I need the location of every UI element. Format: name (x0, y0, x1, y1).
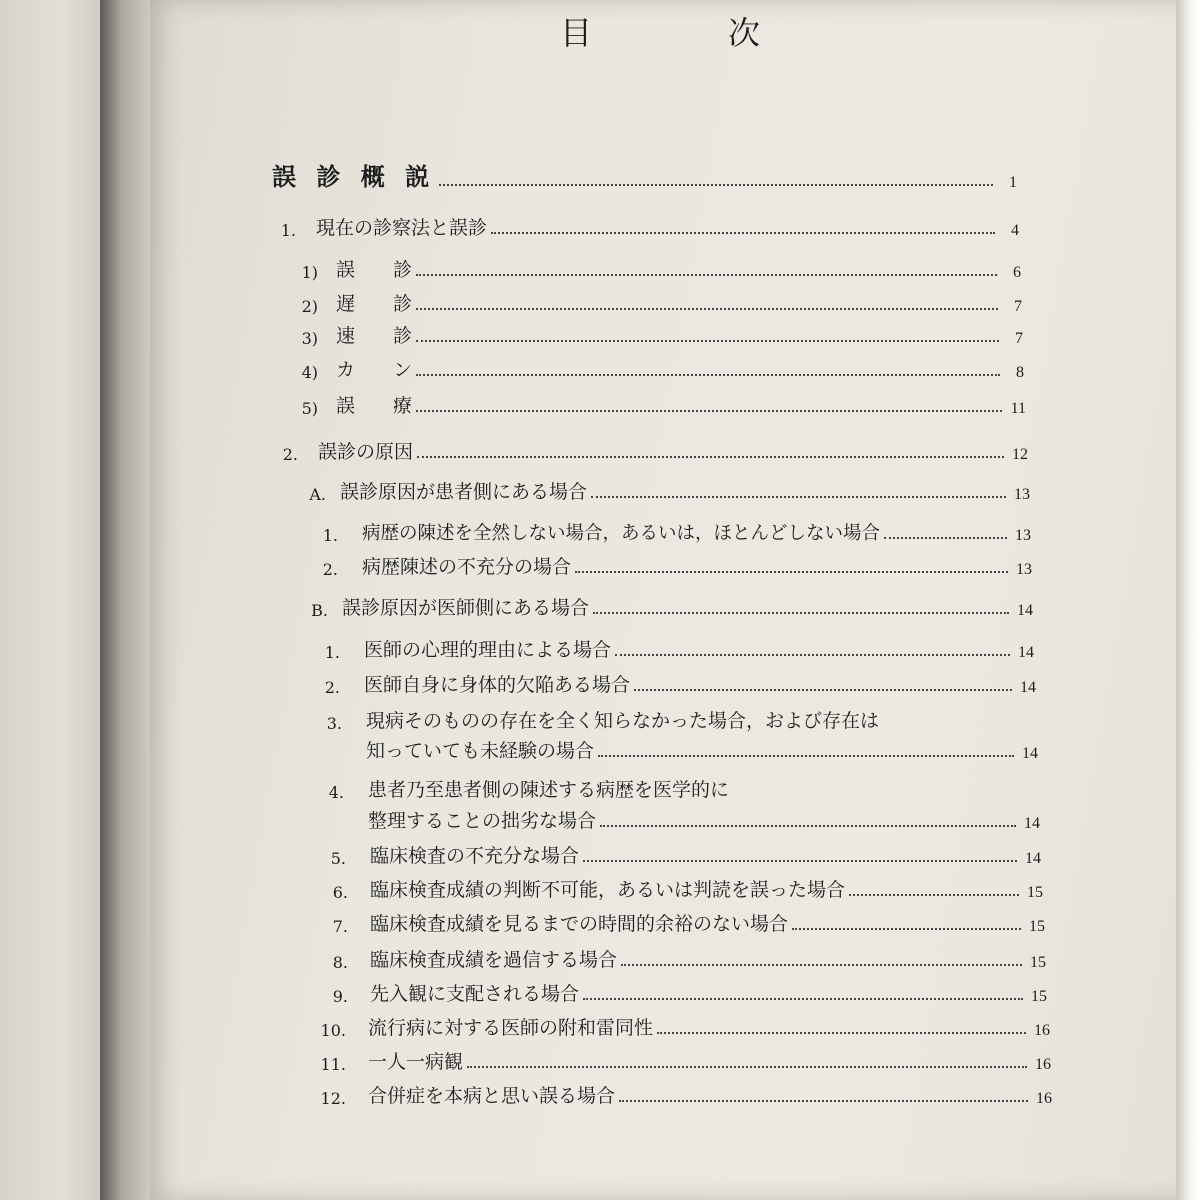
toc-number: 1. (280, 221, 296, 240)
toc-number: 6. (332, 883, 348, 902)
toc-entry-b-10[interactable] (316, 1010, 1050, 1040)
toc-entry-b-5[interactable] (324, 838, 1041, 868)
toc-entry-b-1[interactable] (318, 632, 1034, 662)
toc-label: 患者乃至患者側の陳述する病歴を医学的に (368, 779, 730, 801)
toc-entry-section-2[interactable] (274, 434, 1028, 464)
leader-dots (416, 340, 999, 342)
leader-dots (439, 184, 993, 186)
toc-label: 誤診の原因 (318, 441, 414, 463)
toc-page-number: 7 (1015, 330, 1023, 347)
toc-page-number: 11 (1010, 400, 1026, 417)
toc-label: 整理することの拙劣な場合 (368, 810, 597, 832)
toc-page-number: 14 (1022, 745, 1038, 762)
toc-page-number: 14 (1018, 644, 1034, 661)
toc-number: 4) (301, 363, 318, 382)
leader-dots (583, 998, 1023, 1000)
toc-entry-a-2[interactable] (316, 549, 1032, 579)
toc-label: 現病そのものの存在を全く知らなかった場合，および存在は (366, 710, 880, 732)
toc-label: 誤 療 (336, 395, 413, 417)
toc-entry-b-4[interactable] (322, 772, 1040, 802)
toc-label: 誤 診 概 説 (272, 162, 436, 191)
toc-number: 4. (328, 783, 344, 802)
toc-number: 2. (282, 445, 298, 464)
toc-number: 3) (301, 329, 318, 348)
toc-entry-b-7[interactable] (326, 906, 1045, 936)
toc-entry-b-6[interactable] (326, 872, 1043, 902)
leader-dots (583, 860, 1017, 862)
toc-page-number: 15 (1031, 988, 1047, 1005)
toc-label: 先入観に支配される場合 (370, 983, 580, 1005)
leader-dots (593, 612, 1009, 614)
toc-page-number: 6 (1013, 264, 1021, 281)
toc-page-number: 16 (1036, 1090, 1052, 1107)
toc-page-number: 14 (1025, 850, 1041, 867)
toc-entry-1-3[interactable] (290, 318, 1023, 348)
leader-dots (621, 964, 1022, 966)
toc-number: A. (309, 485, 326, 504)
toc-label: 病歴の陳述を全然しない場合，あるいは，ほとんどしない場合 (362, 523, 881, 544)
toc-entry-b-8[interactable] (326, 942, 1046, 972)
toc-label: 臨床検査成績を見るまでの時間的余裕のない場合 (370, 913, 789, 935)
toc-label: カ ン (336, 359, 413, 381)
leader-dots (417, 456, 1004, 458)
toc-entry-b-9[interactable] (326, 976, 1047, 1006)
toc-label: 流行病に対する医師の附和雷同性 (368, 1017, 654, 1039)
toc-page-number: 14 (1017, 602, 1033, 619)
toc-number: 8. (332, 953, 348, 972)
toc-page-number: 14 (1020, 679, 1036, 696)
toc-label: 臨床検査の不充分な場合 (370, 845, 580, 867)
toc-label: 現在の診察法と誤診 (316, 217, 488, 239)
toc-number: 10. (320, 1021, 346, 1040)
toc-page-number: 14 (1024, 815, 1040, 832)
toc-label: 医師の心理的理由による場合 (364, 639, 612, 661)
toc-label: 速 診 (336, 325, 413, 347)
leader-dots (598, 755, 1014, 757)
toc-label: 遅 診 (336, 293, 413, 315)
leader-dots (416, 410, 1002, 412)
toc-entry-b-12[interactable] (316, 1078, 1052, 1108)
toc-page-number: 13 (1015, 527, 1031, 544)
toc-page-number: 7 (1014, 298, 1022, 315)
leader-dots (416, 308, 998, 310)
toc-number: 2) (301, 297, 318, 316)
leader-dots (657, 1032, 1026, 1034)
toc-number: 5) (301, 399, 318, 418)
toc-entry-1-4[interactable] (290, 352, 1024, 382)
toc-number: 3. (326, 714, 342, 733)
toc-number: 9. (332, 987, 348, 1006)
leader-dots (619, 1100, 1028, 1102)
toc-label: 合併症を本病と思い誤る場合 (368, 1085, 616, 1107)
toc-label: 知っていても未経験の場合 (366, 740, 595, 762)
toc-number: 2. (322, 560, 338, 579)
toc-number: 1. (322, 526, 338, 545)
toc-page-number: 15 (1027, 884, 1043, 901)
title-char-2: 次 (727, 14, 760, 52)
toc-label: 臨床検査成績の判断不可能，あるいは判読を誤った場合 (370, 879, 846, 901)
toc-number: 1. (324, 643, 340, 662)
toc-page-number: 12 (1012, 446, 1028, 463)
leader-dots (416, 374, 1000, 376)
toc-entry-overview[interactable] (272, 162, 1017, 192)
leader-dots (575, 571, 1008, 573)
toc-entry-b-3[interactable] (320, 703, 1040, 733)
toc-number: B. (311, 601, 328, 620)
toc-page-number: 13 (1014, 486, 1030, 503)
leader-dots (416, 274, 997, 276)
toc-number: 5. (330, 849, 346, 868)
toc-page-number: 15 (1029, 918, 1045, 935)
title-char-1: 目 (560, 14, 593, 52)
leader-dots (884, 537, 1007, 539)
toc-entry-section-1[interactable] (272, 210, 1019, 240)
leader-dots (849, 894, 1019, 896)
toc-entry-b-2[interactable] (318, 667, 1036, 697)
left-page (0, 0, 102, 1200)
toc-entry-1-1[interactable] (290, 252, 1021, 282)
toc-entry-b-3-continued[interactable] (366, 733, 1038, 763)
toc-entry-b-4-continued[interactable] (368, 803, 1040, 833)
toc-number: 1) (301, 263, 318, 282)
toc-label: 病歴陳述の不充分の場合 (362, 556, 572, 578)
toc-entry-2-a[interactable] (298, 474, 1030, 504)
page-edge (1176, 0, 1200, 1200)
toc-entry-1-2[interactable] (290, 286, 1022, 316)
leader-dots (467, 1066, 1027, 1068)
leader-dots (634, 689, 1012, 691)
toc-page-number: 15 (1030, 954, 1046, 971)
toc-label: 臨床検査成績を過信する場合 (370, 949, 618, 971)
toc-page-number: 1 (1009, 174, 1017, 191)
toc-label: 一人一病観 (368, 1051, 464, 1073)
toc-page-number: 16 (1035, 1056, 1051, 1073)
toc-page-number: 4 (1011, 222, 1019, 239)
toc-entry-b-11[interactable] (316, 1044, 1051, 1074)
toc-entry-2-b[interactable] (300, 590, 1033, 620)
toc-number: 2. (324, 678, 340, 697)
toc-label: 誤診原因が患者側にある場合 (340, 481, 588, 503)
toc-number: 12. (320, 1089, 346, 1108)
page-title (560, 8, 760, 58)
toc-page-number: 13 (1016, 561, 1032, 578)
leader-dots (591, 496, 1006, 498)
leader-dots (615, 654, 1010, 656)
toc-number: 11. (320, 1055, 346, 1074)
toc-label: 誤診原因が医師側にある場合 (342, 597, 590, 619)
toc-entry-a-1[interactable] (316, 515, 1031, 545)
leader-dots (491, 232, 995, 234)
toc-page-number: 16 (1034, 1022, 1050, 1039)
leader-dots (792, 928, 1021, 930)
toc-label: 医師自身に身体的欠陥ある場合 (364, 674, 631, 696)
toc-page-number: 8 (1016, 364, 1024, 381)
toc-number: 7. (332, 917, 348, 936)
toc-entry-1-5[interactable] (290, 388, 1026, 418)
toc-label: 誤 診 (336, 259, 413, 281)
leader-dots (600, 825, 1016, 827)
